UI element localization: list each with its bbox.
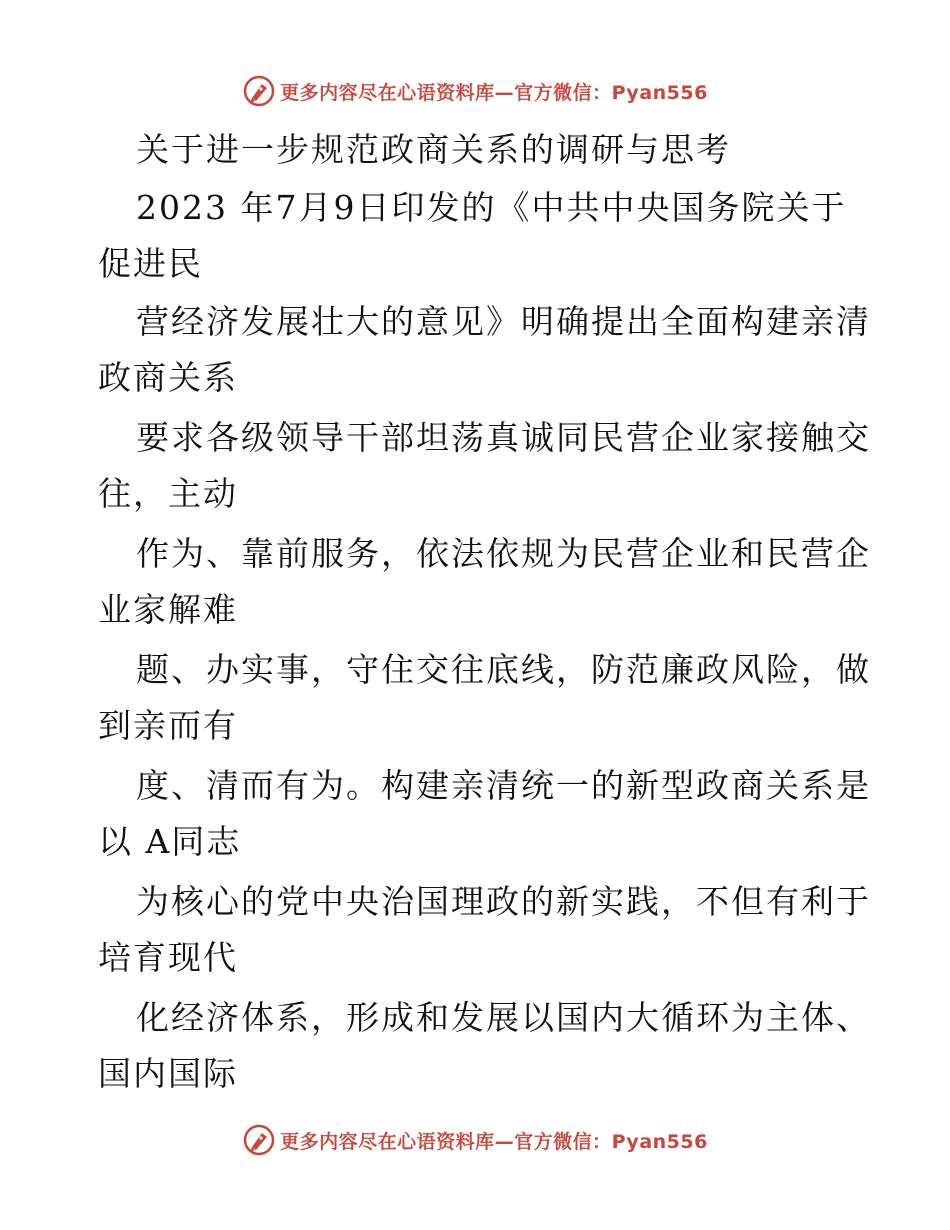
pen-nib-icon [242, 1123, 276, 1157]
paragraph-line: 促进民 [98, 244, 203, 283]
paragraph-line: 为核心的党中央治国理政的新实践，不但有利于 [136, 882, 871, 921]
paragraph-line: 培育现代 [98, 938, 238, 977]
paragraph-line: 作为、靠前服务，依法依规为民营企业和民营企 [136, 534, 871, 573]
paragraph-line: 化经济体系，形成和发展以国内大循环为主体、 [136, 998, 871, 1037]
watermark-text: 更多内容尽在心语资料库—官方微信：Pyan556 [280, 1130, 708, 1153]
paragraph-line: 到亲而有 [98, 706, 238, 745]
paragraph-line: 以 A同志 [98, 822, 242, 861]
paragraph-line: 往，主动 [98, 474, 238, 513]
watermark-text: 更多内容尽在心语资料库—官方微信：Pyan556 [280, 81, 708, 104]
document-title: 关于进一步规范政商关系的调研与思考 [136, 130, 731, 169]
paragraph-line: 2023 年7月9日印发的《中共中央国务院关于 [136, 188, 847, 227]
paragraph-line: 要求各级领导干部坦荡真诚同民营企业家接触交 [136, 418, 871, 457]
paragraph-line: 国内国际 [98, 1054, 238, 1093]
header-watermark [0, 71, 950, 111]
paragraph-line: 度、清而有为。构建亲清统一的新型政商关系是 [136, 766, 871, 805]
paragraph-line: 业家解难 [98, 590, 238, 629]
footer-watermark [0, 1120, 950, 1160]
paragraph-line: 营经济发展壮大的意见》明确提出全面构建亲清 [136, 302, 871, 341]
pen-nib-icon [242, 74, 276, 108]
paragraph-line: 题、办实事，守住交往底线，防范廉政风险，做 [136, 650, 871, 689]
paragraph-line: 政商关系 [98, 358, 238, 397]
